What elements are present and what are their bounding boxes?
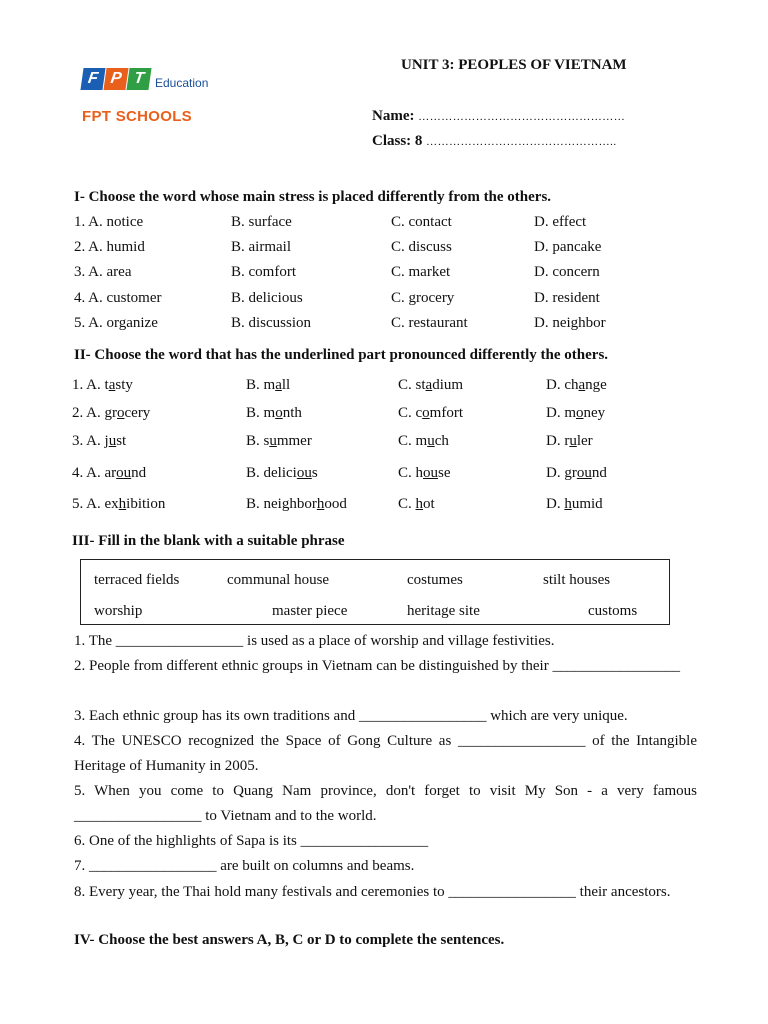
pronunciation-option: [246, 377, 290, 394]
pronunciation-option: [72, 433, 126, 450]
stress-option: C. restaurant: [391, 315, 468, 331]
option-suffix: ot: [423, 496, 435, 512]
pronunciation-option: [246, 405, 302, 422]
underlined-part: ou: [116, 465, 132, 481]
stress-option: 5. A. organize: [74, 315, 158, 331]
option-suffix: st: [116, 433, 127, 449]
pronunciation-option: [546, 465, 607, 482]
word-bank-item: customs: [588, 603, 638, 619]
option-suffix: ch: [434, 433, 449, 449]
section-4-title: IV- Choose the best answers A, B, C or D to complete the sentences.: [74, 932, 505, 948]
word-bank-item: terraced fields: [94, 572, 180, 588]
sentence-6: 6. One of the highlights of Sapa is its _________________: [74, 833, 429, 849]
option-suffix: ler: [576, 433, 593, 449]
word-bank-item: master piece: [272, 603, 348, 619]
name-line: [372, 108, 625, 125]
class-line: [372, 133, 617, 150]
option-prefix: B. delici: [246, 465, 297, 481]
logo-schools-text: FPT SCHOOLS: [82, 108, 192, 125]
option-prefix: B. m: [246, 405, 276, 421]
sentence-5: 5. When you come to Quang Nam province, don't forget to visit My Son - a very famous _________________ to Vietnam and to the world.: [74, 783, 697, 824]
option-prefix: 4. A. ar: [72, 465, 117, 481]
option-suffix: cery: [124, 405, 151, 421]
underlined-part: o: [576, 405, 584, 421]
pronunciation-option: [72, 405, 150, 422]
pronunciation-option: [546, 377, 607, 394]
underlined-part: ou: [576, 465, 592, 481]
stress-option: 4. A. customer: [74, 290, 162, 306]
pronunciation-option: [398, 377, 463, 394]
option-prefix: D. r: [546, 433, 570, 449]
underlined-part: u: [108, 433, 117, 449]
stress-option: D. resident: [534, 290, 600, 306]
stress-option: B. surface: [231, 214, 292, 230]
underlined-part: o: [422, 405, 430, 421]
name-blank: ………………………………………………: [418, 111, 626, 123]
word-bank-item: communal house: [227, 572, 330, 588]
name-label: Name:: [372, 108, 415, 124]
word-bank-item: worship: [94, 603, 143, 619]
underlined-part: a: [108, 377, 116, 393]
class-label: Class: 8: [372, 133, 423, 149]
underlined-part: a: [275, 377, 282, 393]
class-blank: …………………………………………..: [426, 136, 617, 148]
sentence-7: 7. _________________ are built on columns and beams.: [74, 858, 415, 874]
underlined-part: h: [316, 496, 325, 512]
sentence-1: 1. The _________________ is used as a place of worship and village festivities.: [74, 633, 555, 649]
option-suffix: ibition: [126, 496, 166, 512]
option-suffix: dium: [432, 377, 464, 393]
stress-option: C. market: [391, 264, 451, 280]
underlined-part: h: [118, 496, 127, 512]
option-prefix: C. h: [398, 465, 424, 481]
logo-letter-f: F: [80, 68, 105, 90]
option-suffix: ll: [281, 377, 291, 393]
stress-option: 1. A. notice: [74, 214, 144, 230]
sentence-2: 2. People from different ethnic groups in Vietnam can be distinguished by their _________________: [74, 658, 680, 674]
option-suffix: nth: [282, 405, 302, 421]
stress-option: B. discussion: [231, 315, 312, 331]
stress-option: 3. A. area: [74, 264, 132, 280]
stress-option: B. airmail: [231, 239, 291, 255]
underlined-part: ou: [423, 465, 439, 481]
sentence-4: 4. The UNESCO recognized the Space of Gong Culture as _________________ of the Intangible Heritage of Humanity in 2005.: [74, 733, 697, 774]
pronunciation-option: [398, 433, 449, 450]
option-suffix: mfort: [429, 405, 463, 421]
option-suffix: nge: [585, 377, 607, 393]
underlined-part: a: [425, 377, 433, 393]
stress-option: C. contact: [391, 214, 452, 230]
stress-option: B. comfort: [231, 264, 296, 280]
underlined-part: o: [117, 405, 125, 421]
option-prefix: D. m: [546, 405, 576, 421]
pronunciation-option: [398, 496, 435, 513]
option-suffix: mmer: [276, 433, 312, 449]
underlined-part: u: [569, 433, 577, 449]
option-prefix: C. c: [398, 405, 423, 421]
section-3-title: III- Fill in the blank with a suitable phrase: [72, 533, 345, 549]
stress-option: D. neighbor: [534, 315, 606, 331]
pronunciation-option: [246, 465, 318, 482]
option-suffix: sty: [115, 377, 133, 393]
unit-title: UNIT 3: PEOPLES OF VIETNAM: [401, 57, 627, 73]
word-bank-item: stilt houses: [543, 572, 611, 588]
option-suffix: ood: [324, 496, 347, 512]
word-bank-box: [80, 559, 670, 625]
underlined-part: h: [564, 496, 572, 512]
fpt-letters: [82, 68, 151, 90]
option-prefix: 2. A. gr: [72, 405, 117, 421]
pronunciation-option: [246, 433, 312, 450]
option-suffix: nd: [131, 465, 147, 481]
option-suffix: se: [438, 465, 451, 481]
option-suffix: umid: [571, 496, 603, 512]
pronunciation-option: [398, 405, 463, 422]
option-suffix: nd: [591, 465, 607, 481]
stress-option: C. discuss: [391, 239, 452, 255]
logo-letter-t: T: [126, 68, 151, 90]
stress-option: D. concern: [534, 264, 600, 280]
pronunciation-option: [246, 496, 347, 513]
stress-option: D. effect: [534, 214, 587, 230]
stress-option: C. grocery: [391, 290, 455, 306]
word-bank-item: heritage site: [407, 603, 480, 619]
fpt-education-logo: [82, 68, 222, 130]
sentence-3: 3. Each ethnic group has its own traditions and _________________ which are very unique.: [74, 708, 628, 724]
underlined-part: u: [427, 433, 435, 449]
option-prefix: 1. A. t: [72, 377, 109, 393]
stress-option: B. delicious: [231, 290, 303, 306]
underlined-part: o: [275, 405, 283, 421]
pronunciation-option: [546, 496, 603, 513]
option-prefix: D. ch: [546, 377, 579, 393]
pronunciation-option: [72, 465, 146, 482]
underlined-part: u: [269, 433, 277, 449]
pronunciation-option: [546, 405, 605, 422]
logo-letter-p: P: [103, 68, 128, 90]
underlined-part: h: [415, 496, 424, 512]
option-prefix: D.: [546, 496, 565, 512]
option-prefix: B. neighbor: [246, 496, 317, 512]
stress-option: 2. A. humid: [74, 239, 145, 255]
underlined-part: a: [578, 377, 586, 393]
option-prefix: B. s: [246, 433, 270, 449]
option-prefix: C. st: [398, 377, 426, 393]
underlined-part: ou: [296, 465, 312, 481]
option-prefix: C.: [398, 496, 416, 512]
option-prefix: D. gr: [546, 465, 577, 481]
word-bank-item: costumes: [407, 572, 463, 588]
pronunciation-option: [398, 465, 451, 482]
section-2-title: II- Choose the word that has the underlined part pronounced differently the others.: [74, 347, 609, 363]
pronunciation-option: [72, 377, 133, 394]
logo-education-text: Education: [155, 76, 209, 90]
sentence-8: 8. Every year, the Thai hold many festivals and ceremonies to _________________ their ancestors.: [74, 884, 671, 900]
option-prefix: 3. A. j: [72, 433, 109, 449]
option-prefix: 5. A. ex: [72, 496, 119, 512]
option-suffix: s: [311, 465, 318, 481]
option-prefix: B. m: [246, 377, 276, 393]
pronunciation-option: [72, 496, 165, 513]
section-1-title: I- Choose the word whose main stress is placed differently from the others.: [74, 189, 552, 205]
pronunciation-option: [546, 433, 593, 450]
option-suffix: ney: [583, 405, 606, 421]
stress-option: D. pancake: [534, 239, 602, 255]
option-prefix: C. m: [398, 433, 428, 449]
